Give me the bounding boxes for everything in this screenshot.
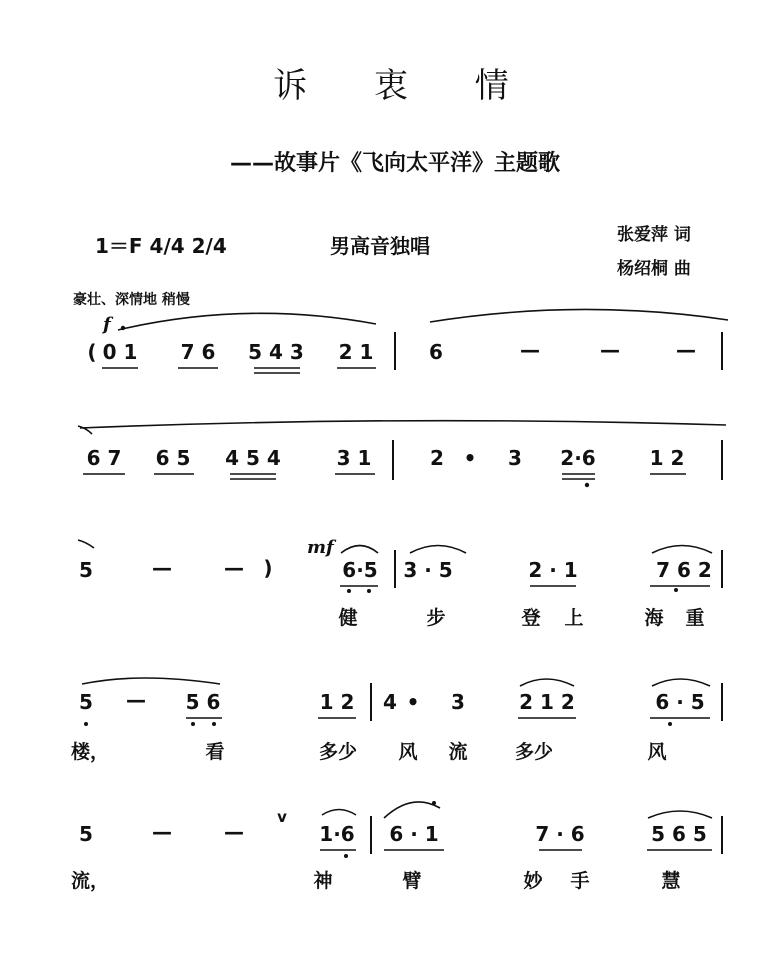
note: — xyxy=(152,820,172,844)
note: • xyxy=(463,446,477,470)
note: — xyxy=(600,338,620,362)
note: ) xyxy=(263,556,273,580)
note: 3 xyxy=(508,446,522,470)
lyric: 海 xyxy=(644,607,664,629)
note: 3 1 xyxy=(336,446,372,470)
note: — xyxy=(676,338,696,362)
note: — xyxy=(126,688,146,712)
dynamic-forte: f xyxy=(103,314,111,335)
note: 1·6 xyxy=(319,822,355,846)
lyric: 妙 xyxy=(523,870,543,892)
song-subtitle: ——故事片《飞向太平洋》主题歌 xyxy=(230,151,561,176)
note: 5 xyxy=(79,822,93,846)
note: 5 6 5 xyxy=(651,822,707,846)
key-time-signature: 1＝F 4/4 2/4 xyxy=(95,234,227,258)
note: 7 6 xyxy=(180,340,216,364)
note: — xyxy=(224,556,244,580)
note: 6 5 xyxy=(155,446,191,470)
note: 3 xyxy=(451,690,465,714)
lyric: 登 xyxy=(521,607,541,629)
note: 2 · 1 xyxy=(528,558,578,582)
lyric: 楼， xyxy=(70,741,110,763)
lyric: 重 xyxy=(685,607,705,629)
note: 5 xyxy=(79,558,93,582)
lyric: 风 xyxy=(398,741,418,763)
note: 7 · 6 xyxy=(535,822,585,846)
lyric: 多少 xyxy=(318,741,358,763)
note: 6 xyxy=(429,340,443,364)
lyric: 臂 xyxy=(402,870,422,892)
note: 6·5 xyxy=(342,558,378,582)
note: — xyxy=(224,820,244,844)
lyric: 手 xyxy=(570,870,590,892)
note: 5 6 xyxy=(185,690,221,714)
tempo-marking: 豪壮、深情地 稍慢 xyxy=(73,292,190,308)
note: 2·6 xyxy=(560,446,596,470)
lyric: 看 xyxy=(205,741,225,763)
lyric: 上 xyxy=(564,607,584,629)
lyric: 步 xyxy=(426,607,446,629)
performance-type: 男高音独唱 xyxy=(330,234,430,258)
note: 2 xyxy=(430,446,444,470)
note: ( xyxy=(87,340,97,364)
note: 6 · 1 xyxy=(389,822,439,846)
note: 6 7 xyxy=(86,446,122,470)
note: 7 6 2 xyxy=(656,558,712,582)
note: 4 5 4 xyxy=(225,446,281,470)
lyric: 流， xyxy=(70,870,110,892)
note: 4 xyxy=(383,690,397,714)
note: • xyxy=(406,690,420,714)
lyric: 健 xyxy=(338,607,358,629)
composer-credit: 杨绍桐 曲 xyxy=(617,259,691,279)
note: — xyxy=(520,338,540,362)
dynamic-mezzo-forte: mf xyxy=(307,537,334,558)
note: 1 2 xyxy=(649,446,685,470)
note: 2 1 xyxy=(338,340,374,364)
lyric: 流 xyxy=(448,741,468,763)
note: 6 · 5 xyxy=(655,690,705,714)
lyric: 多少 xyxy=(514,741,554,763)
note: 1 2 xyxy=(319,690,355,714)
breath-mark: v xyxy=(277,808,287,826)
lyric: 神 xyxy=(313,870,333,892)
note: 5 4 3 xyxy=(248,340,304,364)
note: 3 · 5 xyxy=(403,558,453,582)
lyricist-credit: 张爱萍 词 xyxy=(617,225,691,245)
song-title: 诉 衷 情 xyxy=(273,66,537,106)
note: — xyxy=(152,556,172,580)
note: 2 1 2 xyxy=(519,690,575,714)
note: 5 xyxy=(79,690,93,714)
note: 0 1 xyxy=(102,340,138,364)
lyric: 风 xyxy=(647,741,667,763)
lyric: 慧 xyxy=(661,870,681,892)
